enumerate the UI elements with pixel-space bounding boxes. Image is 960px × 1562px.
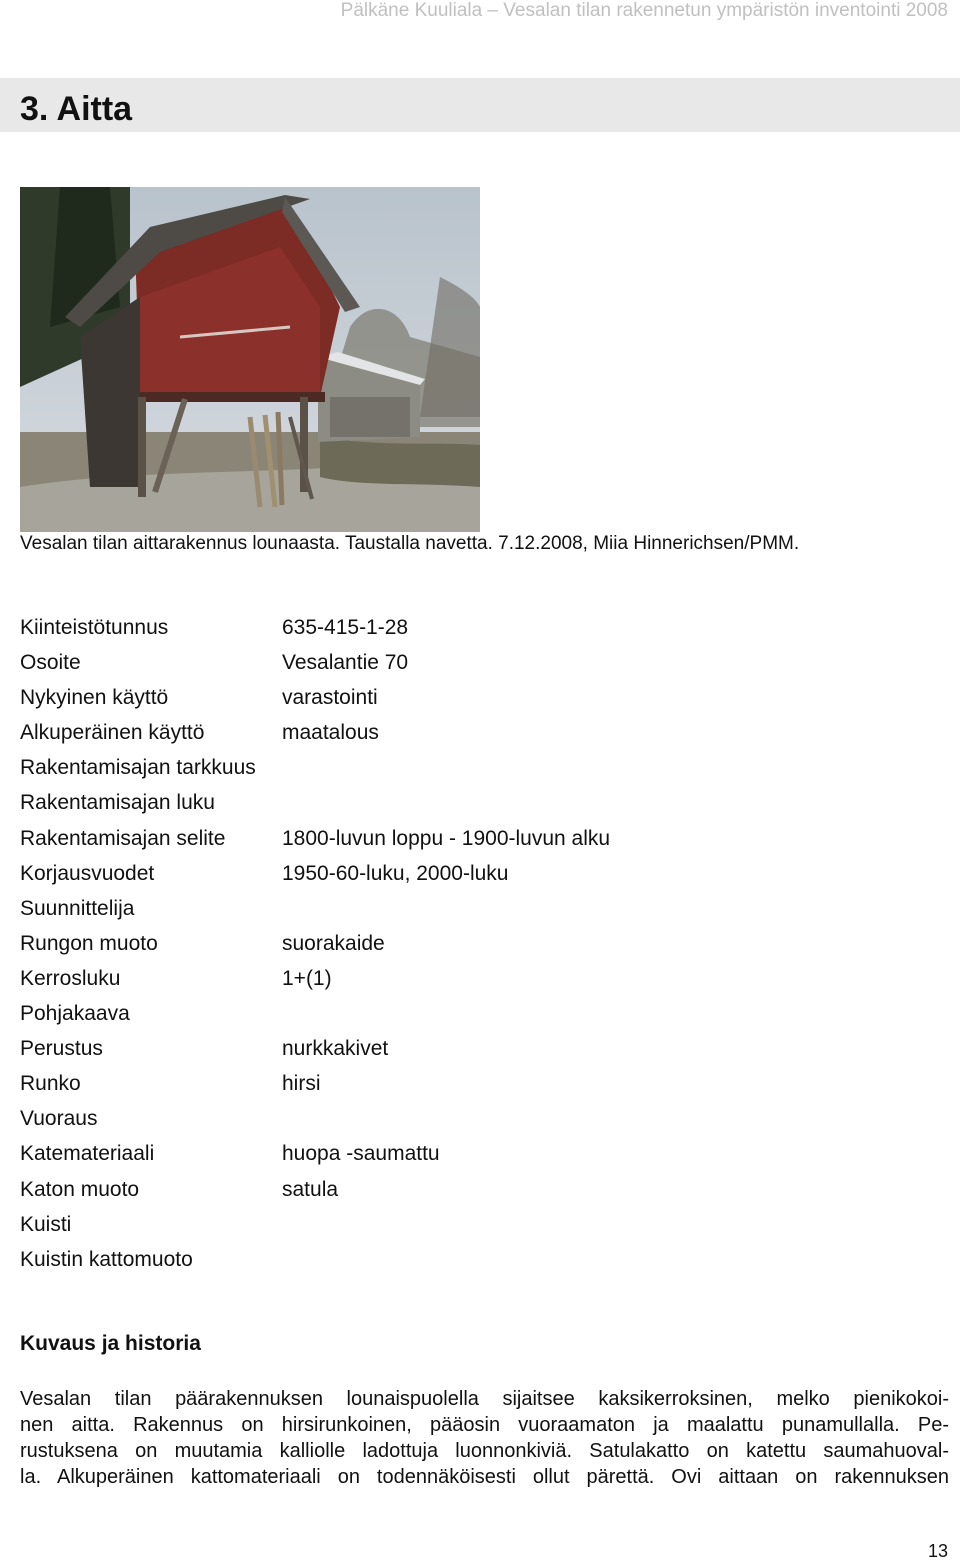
property-label: Kerrosluku	[20, 966, 121, 990]
property-table	[20, 610, 940, 1277]
property-label: Runko	[20, 1072, 81, 1096]
property-value: Vesalantie 70	[282, 651, 409, 675]
property-row	[20, 645, 940, 680]
property-label: Kuisti	[20, 1212, 72, 1236]
property-row	[20, 785, 940, 820]
page-number: 13	[927, 1541, 948, 1561]
property-value: 635-415-1-28	[282, 616, 409, 639]
property-value: 1950-60-luku, 2000-luku	[282, 861, 509, 885]
property-label: Korjausvuodet	[20, 861, 155, 885]
property-value: varastointi	[282, 686, 378, 710]
property-value: satula	[282, 1177, 339, 1201]
property-label: Vuoraus	[20, 1107, 98, 1131]
property-label: Perustus	[20, 1037, 103, 1061]
barn-photo-illustration	[20, 187, 480, 532]
property-row	[20, 961, 940, 996]
property-row	[20, 1031, 940, 1066]
property-value: maatalous	[282, 721, 379, 745]
property-label: Rungon muoto	[20, 931, 158, 955]
property-value: 1800-luvun loppu - 1900-luvun alku	[282, 826, 611, 850]
property-value: suorakaide	[282, 931, 385, 955]
property-row	[20, 610, 940, 645]
property-value: hirsi	[282, 1072, 321, 1096]
property-label: Kuistin kattomuoto	[20, 1247, 193, 1271]
description-line: nen aitta. Rakennus on hirsirunkoinen, pääosin vuoraamaton ja maalattu punamullalla. Pe-	[20, 1414, 949, 1436]
description-line: rustuksena on muutamia kalliolle ladottuja luonnonkiviä. Satulakatto on katettu saumahuoval-	[20, 1440, 949, 1462]
property-label: Suunnittelija	[20, 896, 135, 920]
property-value: nurkkakivet	[282, 1037, 389, 1061]
section-title-band	[0, 78, 960, 132]
property-row	[20, 680, 940, 715]
property-row	[20, 1136, 940, 1171]
property-row	[20, 926, 940, 961]
property-row	[20, 1101, 940, 1136]
property-label: Rakentamisajan luku	[20, 791, 215, 815]
photo-caption: Vesalan tilan aittarakennus lounaasta. Taustalla navetta. 7.12.2008, Miia Hinnerichsen/PMM.	[20, 533, 800, 554]
description-line: Vesalan tilan päärakennuksen lounaispuolella sijaitsee kaksikerroksinen, melko pienikokoi-	[20, 1388, 949, 1410]
property-value: 1+(1)	[282, 966, 332, 990]
property-row	[20, 1207, 940, 1242]
building-photo	[20, 187, 480, 532]
property-row	[20, 1242, 940, 1277]
description-heading: Kuvaus ja historia	[20, 1332, 201, 1355]
property-row	[20, 821, 940, 856]
property-row	[20, 750, 940, 785]
property-row	[20, 715, 940, 750]
page-title: 3. Aitta	[20, 90, 133, 128]
property-label: Rakentamisajan selite	[20, 826, 226, 850]
property-label: Alkuperäinen käyttö	[20, 721, 205, 745]
property-label: Rakentamisajan tarkkuus	[20, 756, 256, 780]
description-line: la. Alkuperäinen kattomateriaali on todennäköisesti ollut pärettä. Ovi aittaan on rakennuksen	[20, 1466, 949, 1488]
property-row	[20, 1172, 940, 1207]
property-row	[20, 996, 940, 1031]
running-header: Pälkäne Kuuliala – Vesalan tilan rakennetun ympäristön inventointi 2008	[340, 0, 948, 21]
property-row	[20, 891, 940, 926]
property-label: Katemateriaali	[20, 1142, 155, 1166]
description-paragraph	[20, 1386, 949, 1490]
property-label: Osoite	[20, 651, 81, 675]
property-value: huopa -saumattu	[282, 1142, 440, 1166]
property-label: Nykyinen käyttö	[20, 686, 169, 710]
property-row	[20, 856, 940, 891]
property-label: Katon muoto	[20, 1177, 140, 1201]
property-label: Kiinteistötunnus	[20, 616, 169, 639]
property-row	[20, 1066, 940, 1101]
property-label: Pohjakaava	[20, 1002, 130, 1026]
